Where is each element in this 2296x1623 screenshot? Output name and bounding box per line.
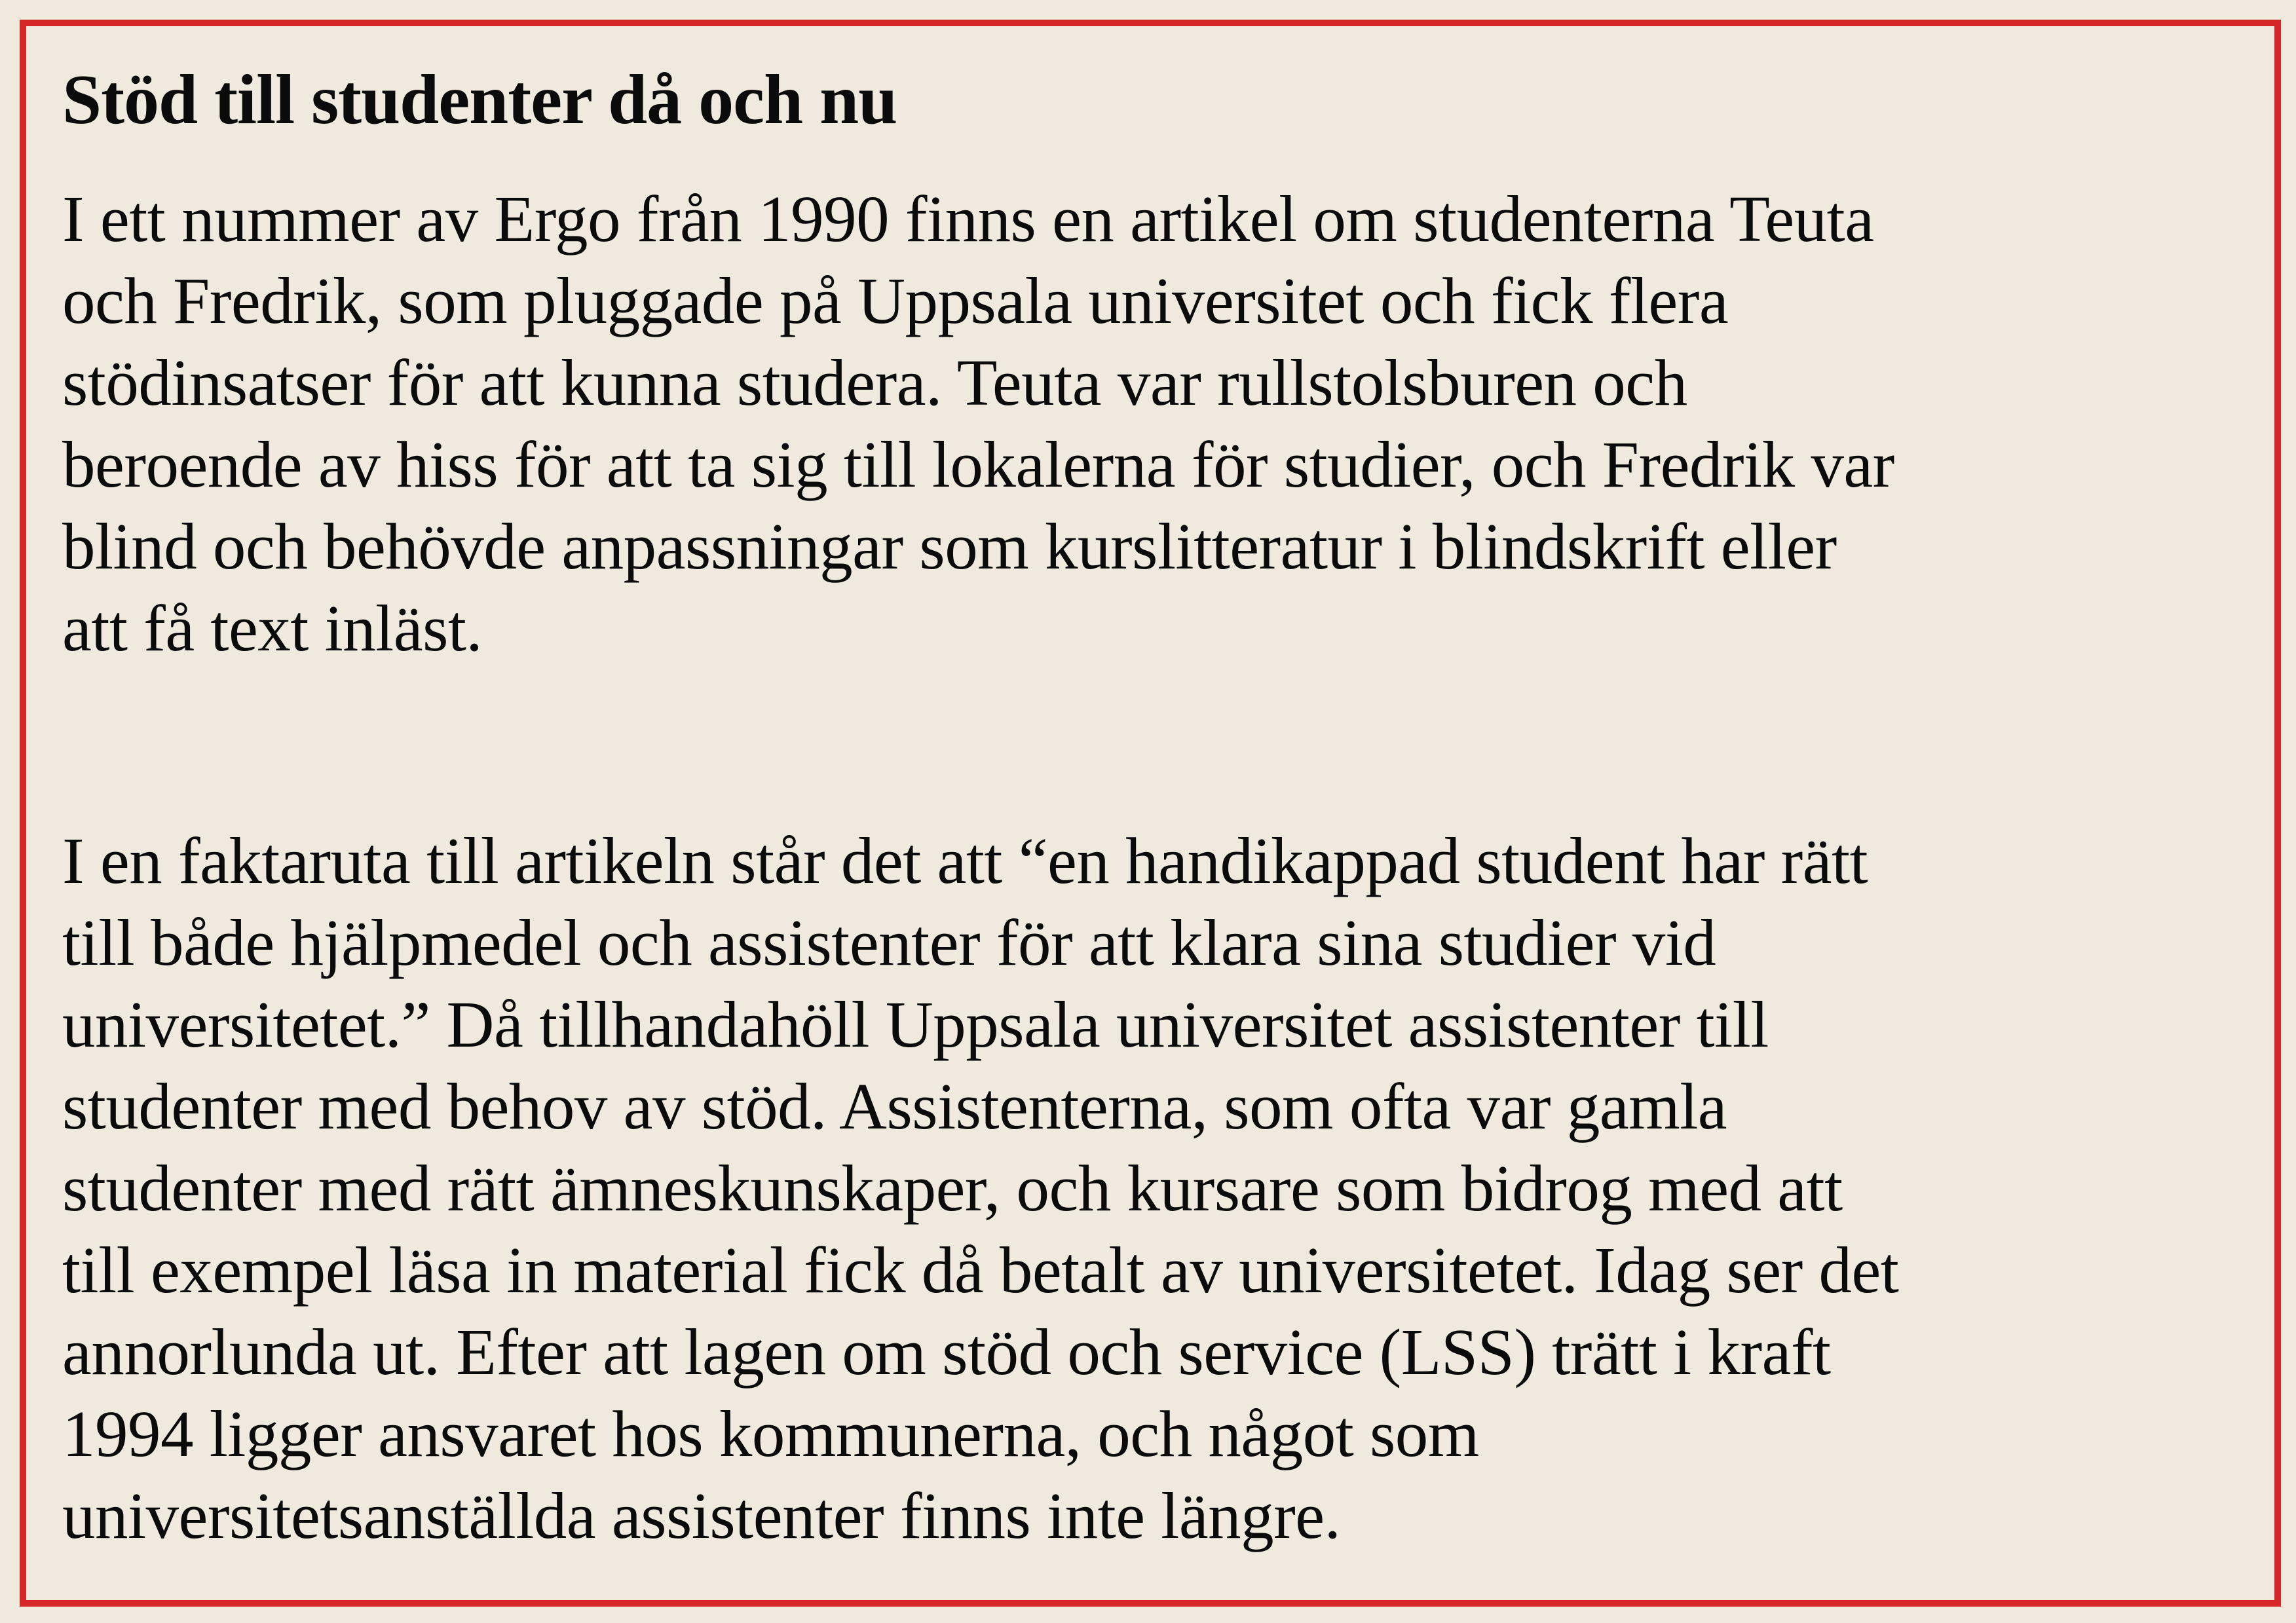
paragraph-line: till exempel läsa in material fick då betalt av universitetet. Idag ser det: [62, 1233, 1899, 1307]
paragraph-line: och Fredrik, som pluggade på Uppsala universitet och fick flera: [62, 264, 1729, 337]
box-title: Stöd till studenter då och nu: [62, 61, 897, 139]
paragraph-line: I en faktaruta till artikeln står det att “en handikappad student har rätt: [62, 824, 1868, 897]
paragraph-line: universitetet.” Då tillhandahöll Uppsala universitet assistenter till: [62, 988, 1769, 1061]
fact-box: [20, 20, 2281, 1607]
paragraph-line: I ett nummer av Ergo från 1990 finns en artikel om studenterna Teuta: [62, 182, 1874, 255]
paragraph-2: [62, 820, 1898, 1557]
paragraph-line: universitetsanställda assistenter finns inte längre.: [62, 1479, 1341, 1552]
paragraph-line: stödinsatser för att kunna studera. Teuta var rullstolsburen och: [62, 346, 1687, 419]
paragraph-line: studenter med rätt ämneskunskaper, och kursare som bidrog med att: [62, 1151, 1843, 1225]
paragraph-line: beroende av hiss för att ta sig till lokalerna för studier, och Fredrik var: [62, 428, 1894, 501]
paragraph-line: annorlunda ut. Efter att lagen om stöd och service (LSS) trätt i kraft: [62, 1315, 1831, 1389]
paragraph-1: [62, 178, 1894, 669]
paragraph-line: studenter med behov av stöd. Assistenterna, som ofta var gamla: [62, 1070, 1727, 1143]
paragraph-line: att få text inläst.: [62, 591, 483, 665]
paragraph-line: 1994 ligger ansvaret hos kommunerna, och något som: [62, 1397, 1479, 1470]
paragraph-line: blind och behövde anpassningar som kurslitteratur i blindskrift eller: [62, 510, 1837, 583]
paragraph-line: till både hjälpmedel och assistenter för att klara sina studier vid: [62, 906, 1716, 979]
